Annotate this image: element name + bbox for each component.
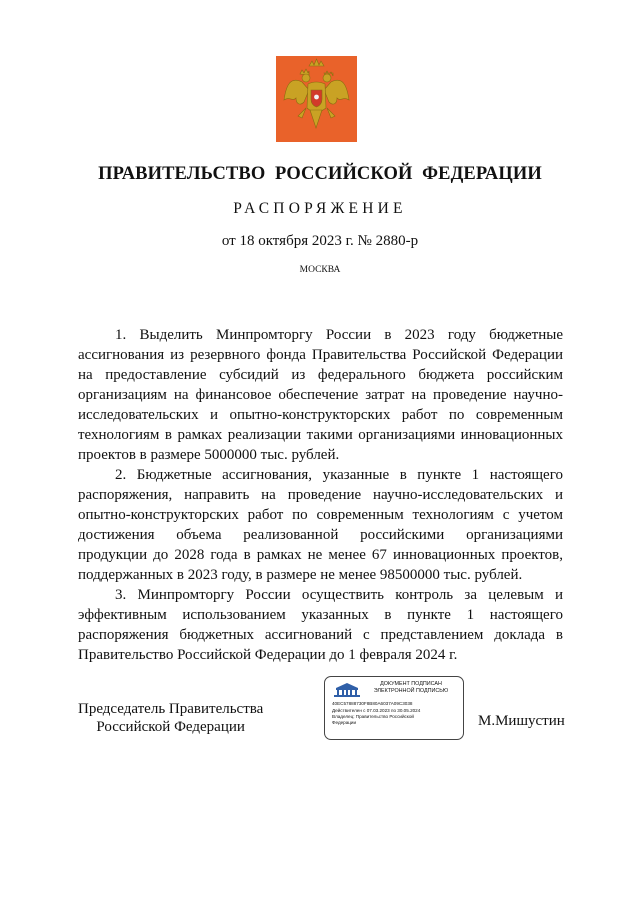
government-building-icon [333, 683, 361, 697]
electronic-signature-stamp [324, 676, 464, 740]
government-title: ПРАВИТЕЛЬСТВО РОССИЙСКОЙ ФЕДЕРАЦИИ [98, 164, 542, 184]
paragraph-2: 2. Бюджетные ассигнования, указанные в пункте 1 настоящего распоряжения, направить на проведение научно-исследовательских и опытно-конструкторских работ по современным технологиям с учетом достижения объема реализованной российскими организациями продукции до 2028 года в рамках не менее 67 инновационных проектов, поддержанных в 2023 году, в размере не менее 98500000 тыс. рублей. [78, 467, 563, 583]
stamp-title-line-1: ДОКУМЕНТ ПОДПИСАН [380, 681, 442, 687]
paragraph-1: 1. Выделить Минпромторгу России в 2023 году бюджетные ассигнования из резервного фонда Правительства Российской Федерации на предоставление субсидий из федерального бюджета российским организациям на финансовое обеспечение затрат на проведение научно-исследовательских и опытно-конструкторских работ по современным технологиям в рамках реализации такими организациями инновационных проектов в размере 5000000 тыс. рублей. [78, 327, 563, 463]
stamp-title [363, 681, 459, 695]
document-type: РАСПОРЯЖЕНИЕ [233, 200, 407, 217]
signatory-position [78, 700, 263, 736]
signatory-position-line-2: Российской Федерации [96, 719, 245, 735]
stamp-certificate: 40EC57888730F8B80A6037A09C3038 [332, 701, 413, 706]
paragraph-3: 3. Минпромторгу России осуществить контроль за целевым и эффективным использованием указанных в пункте 1 настоящего распоряжения бюджетных ассигнований с представлением доклада в Правительство Российской Федерации до 1 февраля 2024 г. [78, 587, 563, 663]
document-body [78, 325, 563, 665]
signatory-name: М.Мишустин [478, 713, 565, 729]
stamp-title-line-2: ЭЛЕКТРОННОЙ ПОДПИСЬЮ [373, 688, 449, 694]
document-date-number: от 18 октября 2023 г. № 2880-р [221, 233, 419, 249]
document-city: МОСКВА [299, 265, 341, 275]
russian-coat-of-arms-icon [276, 56, 357, 142]
stamp-validity: Действителен с 07.03.2023 по 30.05.2024 [332, 708, 421, 713]
signatory-position-line-1: Председатель Правительства [78, 701, 264, 717]
stamp-owner-line-2: Федерации [332, 720, 357, 725]
stamp-owner-line-1: Владелец: Правительство Российской [332, 714, 414, 719]
